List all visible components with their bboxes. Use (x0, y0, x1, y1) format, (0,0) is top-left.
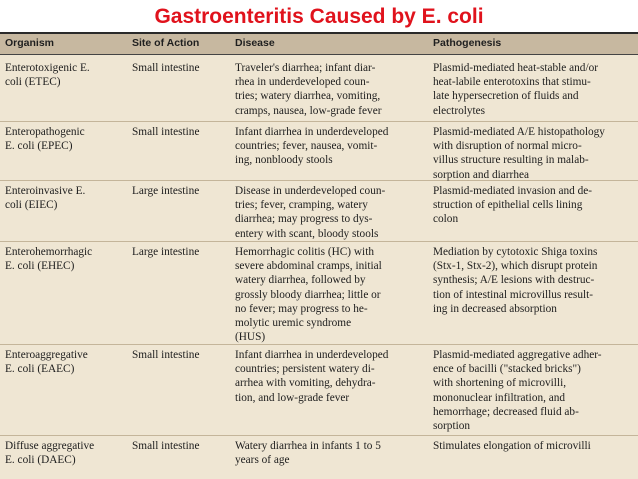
table-row-epec (0, 122, 638, 181)
table-header-row (0, 34, 638, 55)
site-cell: Small intestine (132, 440, 200, 452)
organism-cell: Enterohemorrhagic E. coli (EHEC) (5, 246, 93, 273)
site-cell: Large intestine (132, 185, 200, 197)
pathogenesis-cell: Stimulates elongation of microvilli (433, 440, 591, 452)
pathogenesis-cell: Mediation by cytotoxic Shiga toxins (Stx-1, Stx-2), which disrupt protein synthesis; A/E lesions with destruc- tion of intestinal microvillus result- ing in decreased absorption (433, 246, 598, 315)
site-cell: Large intestine (132, 246, 200, 258)
table-row-etec (0, 58, 638, 122)
organism-cell: Enteroinvasive E. coli (EIEC) (5, 185, 86, 212)
site-cell: Small intestine (132, 126, 200, 138)
header-organism: Organism (5, 37, 55, 49)
table-row-eaec (0, 345, 638, 436)
organism-cell: Diffuse aggregative E. coli (DAEC) (5, 440, 95, 467)
table-row-daec (0, 436, 638, 479)
site-cell: Small intestine (132, 62, 200, 74)
table-row-ehec (0, 242, 638, 345)
disease-cell: Watery diarrhea in infants 1 to 5 years of age (235, 440, 381, 467)
disease-cell: Infant diarrhea in underdeveloped countries; fever, nausea, vomit- ing, nonbloody stools (235, 126, 389, 167)
disease-cell: Infant diarrhea in underdeveloped countries; persistent watery di- arrhea with vomiting, dehydra- tion, and low-grade fever (235, 349, 389, 404)
pathogenesis-cell: Plasmid-mediated aggregative adher- ence of bacilli ("stacked bricks") with shortening of microvilli, mononuclear infiltration, and hemorrhage; decreased fluid ab- sorption (433, 349, 602, 433)
disease-cell: Disease in underdeveloped coun- tries; fever, cramping, watery diarrhea; may progress to dys- entery with scant, bloody stools (235, 185, 386, 240)
disease-cell: Traveler's diarrhea; infant diar- rhea in underdeveloped coun- tries; watery diarrhea, vomiting, cramps, nausea, low-grade fever (235, 62, 382, 117)
disease-cell: Hemorrhagic colitis (HC) with severe abdominal cramps, initial watery diarrhea, followed by grossly bloody diarrhea; little or no fever; may progress to he- molytic uremic syndrome (HUS) (235, 246, 382, 344)
organism-cell: Enteroaggregative E. coli (EAEC) (5, 349, 88, 376)
header-pathogenesis: Pathogenesis (433, 37, 502, 49)
header-disease: Disease (235, 37, 275, 49)
organism-cell: Enteropathogenic E. coli (EPEC) (5, 126, 85, 153)
table-row-eiec (0, 181, 638, 242)
organism-cell: Enterotoxigenic E. coli (ETEC) (5, 62, 90, 89)
slide-title: Gastroenteritis Caused by E. coli (154, 5, 484, 28)
pathogenesis-cell: Plasmid-mediated A/E histopathology with disruption of normal micro- villus structure resulting in malab- sorption and diarrhea (433, 126, 605, 181)
pathogenesis-cell: Plasmid-mediated invasion and de- struction of epithelial cells lining colon (433, 185, 593, 226)
header-site-of-action: Site of Action (132, 37, 200, 49)
pathogenesis-cell: Plasmid-mediated heat-stable and/or heat-labile enterotoxins that stimu- late hypersecretion of fluids and electrolytes (433, 62, 599, 117)
site-cell: Small intestine (132, 349, 200, 361)
